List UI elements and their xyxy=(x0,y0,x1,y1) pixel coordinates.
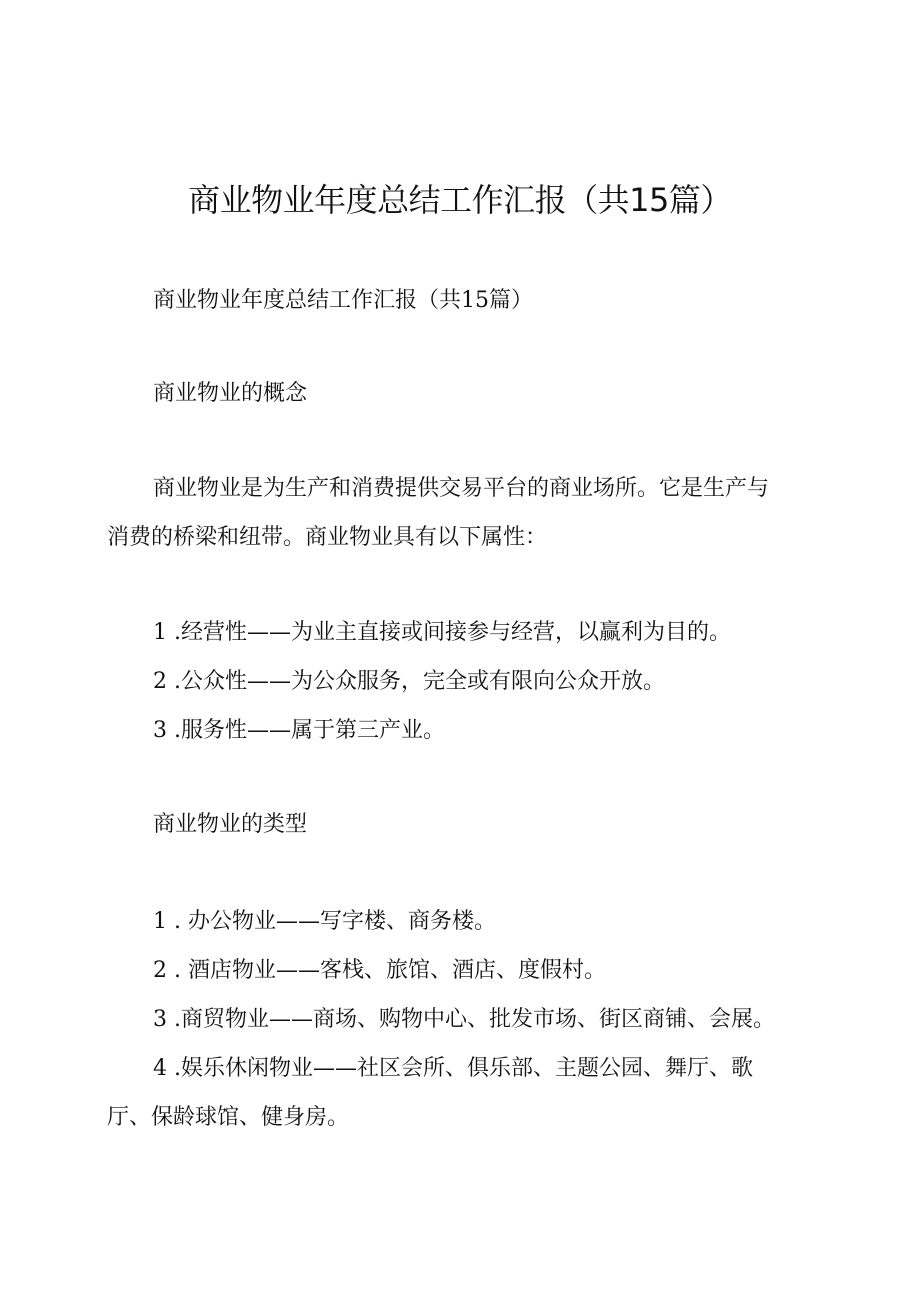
document-title: 商业物业年度总结工作汇报（共15篇） xyxy=(188,181,732,219)
concept-list-item-1: 1 .经营性——为业主直接或间接参与经营，以赢利为目的。 xyxy=(153,620,731,645)
concept-list-item-3: 3 .服务性——属于第三产业。 xyxy=(153,718,445,743)
types-list-item-2: 2 . 酒店物业——客栈、旅馆、酒店、度假村。 xyxy=(153,958,606,983)
types-list-item-4-continuation: 厅、保龄球馆、健身房。 xyxy=(107,1105,350,1130)
section-heading-concept: 商业物业的概念 xyxy=(153,381,308,406)
types-list-item-1: 1 . 办公物业——写字楼、商务楼。 xyxy=(153,909,496,934)
document-subtitle: 商业物业年度总结工作汇报（共15篇） xyxy=(153,288,533,313)
concept-paragraph-line-2: 消费的桥梁和纽带。商业物业具有以下属性： xyxy=(107,525,548,550)
section-heading-types: 商业物业的类型 xyxy=(153,812,308,837)
types-list-item-3: 3 .商贸物业——商场、购物中心、批发市场、街区商铺、会展。 xyxy=(153,1007,775,1032)
types-list-item-4: 4 .娱乐休闲物业——社区会所、俱乐部、主题公园、舞厅、歌 xyxy=(153,1056,753,1081)
concept-paragraph-line-1: 商业物业是为生产和消费提供交易平台的商业场所。它是生产与 xyxy=(153,476,770,501)
concept-list-item-2: 2 .公众性——为公众服务，完全或有限向公众开放。 xyxy=(153,669,665,694)
